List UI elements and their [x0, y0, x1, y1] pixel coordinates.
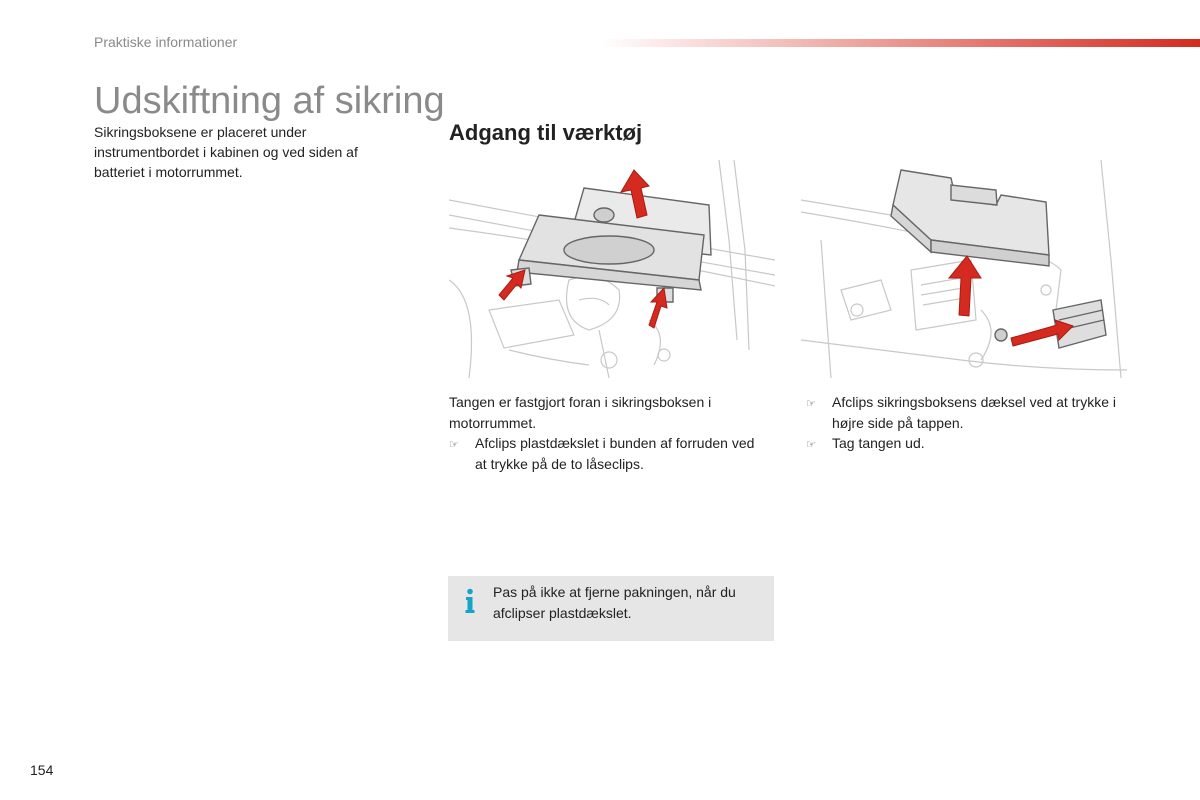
list-item — [806, 433, 1136, 454]
info-icon — [464, 588, 476, 614]
left-instructions — [449, 392, 769, 474]
right-instructions — [806, 392, 1136, 454]
bullet-text: Afclips plastdækslet i bunden af forruden ved at trykke på de to låseclips. — [475, 435, 755, 472]
intro-text: Sikringsboksene er placeret under instrumentbordet i kabinen og ved siden af batteriet i motorrummet. — [94, 124, 358, 180]
intro-paragraph: Tangen er fastgjort foran i sikringsboksen i motorrummet. — [449, 394, 712, 431]
note-text: Pas på ikke at fjerne pakningen, når du afclipser plastdækslet. — [493, 584, 736, 621]
info-note — [448, 576, 774, 641]
bullet-text: Afclips sikringsboksens dæksel ved at trykke i højre side på tappen. — [832, 394, 1116, 431]
running-header: Praktiske informationer — [94, 34, 238, 50]
page-number: 154 — [30, 762, 54, 778]
header-accent-bar — [600, 39, 1200, 47]
windscreen-cover-illustration — [449, 160, 775, 378]
fusebox-cover-illustration — [801, 160, 1127, 378]
page-title: Udskiftning af sikring — [94, 80, 445, 122]
list-item — [449, 433, 769, 474]
hand-pointer-icon: ☞ — [449, 439, 459, 451]
hand-pointer-icon: ☞ — [806, 439, 816, 451]
hand-pointer-icon: ☞ — [806, 398, 816, 410]
list-item — [806, 392, 1136, 433]
bullet-text: Tag tangen ud. — [832, 435, 925, 451]
section-heading: Adgang til værktøj — [449, 120, 643, 145]
